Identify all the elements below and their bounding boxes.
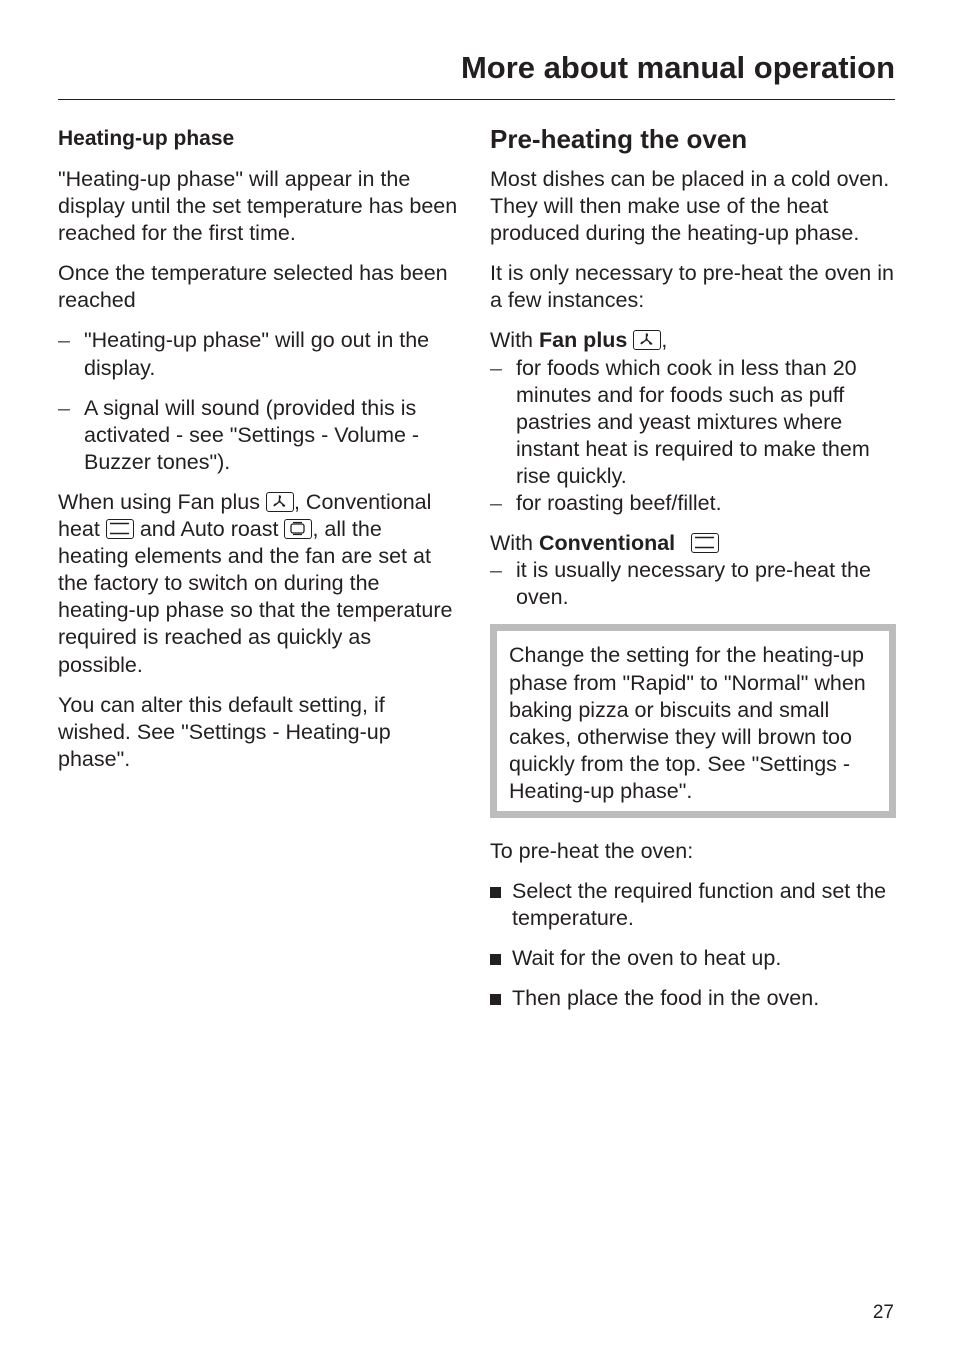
left-column <box>58 124 458 786</box>
steps-intro: To pre-heat the oven: <box>490 838 694 863</box>
page-number: 27 <box>872 1302 894 1323</box>
list-item: – for roasting beef/fillet. <box>490 490 900 517</box>
note-box <box>490 624 896 818</box>
page-title: More about manual operation <box>460 50 895 85</box>
dash-list <box>58 327 458 475</box>
list-item: – it is usually necessary to pre-heat the oven. <box>490 557 900 611</box>
fan-plus-icon <box>633 330 661 350</box>
list-item: – "Heating-up phase" will go out in the display. <box>58 327 458 381</box>
fan-plus-list <box>490 355 900 518</box>
step-item: Wait for the oven to heat up. <box>490 945 900 972</box>
paragraph: When using Fan plus , Conventional heat and Auto roast , all the heating elements and the fan are set at the factory to switch on during the heating-up phase so that the temperature required is reached as quickly as possible. <box>58 489 453 677</box>
heating-up-phase-heading: Heating-up phase <box>58 127 235 150</box>
paragraph: "Heating-up phase" will appear in the display until the set temperature has been reached for the first time. <box>58 167 458 246</box>
fan-plus-icon <box>266 492 294 512</box>
note-text: Change the setting for the heating-up phase from "Rapid" to "Normal" when baking pizza or biscuits and small cakes, otherwise they will brown too quickly from the top. See "Settings - Heating-up phase". <box>509 643 866 803</box>
steps-list <box>490 878 900 1012</box>
pre-heating-heading: Pre-heating the oven <box>490 124 748 154</box>
fan-plus-lead: With Fan plus , <box>490 328 668 353</box>
right-column <box>490 124 900 1025</box>
square-bullet-icon <box>490 994 501 1005</box>
square-bullet-icon <box>490 954 501 965</box>
conventional-heat-icon <box>106 519 134 539</box>
square-bullet-icon <box>490 887 501 898</box>
paragraph: You can alter this default setting, if wished. See "Settings - Heating-up phase". <box>58 692 391 771</box>
conventional-list <box>490 557 900 611</box>
conventional-lead: With Conventional <box>490 530 900 557</box>
auto-roast-icon <box>284 519 312 539</box>
step-item: Then place the food in the oven. <box>490 985 900 1012</box>
step-item: Select the required function and set the temperature. <box>490 878 900 932</box>
paragraph: Most dishes can be placed in a cold oven. They will then make use of the heat produced during the heating-up phase. <box>490 167 890 246</box>
paragraph: It is only necessary to pre-heat the oven in a few instances: <box>490 261 894 313</box>
list-item: – for foods which cook in less than 20 minutes and for foods such as puff pastries and yeast mixtures where instant heat is required to make them rise quickly. <box>490 355 900 490</box>
list-item: – A signal will sound (provided this is activated - see "Settings - Volume - Buzzer tones"). <box>58 395 458 476</box>
header-rule <box>58 99 895 100</box>
conventional-heat-icon <box>691 533 719 553</box>
paragraph: Once the temperature selected has been reached <box>58 261 448 313</box>
